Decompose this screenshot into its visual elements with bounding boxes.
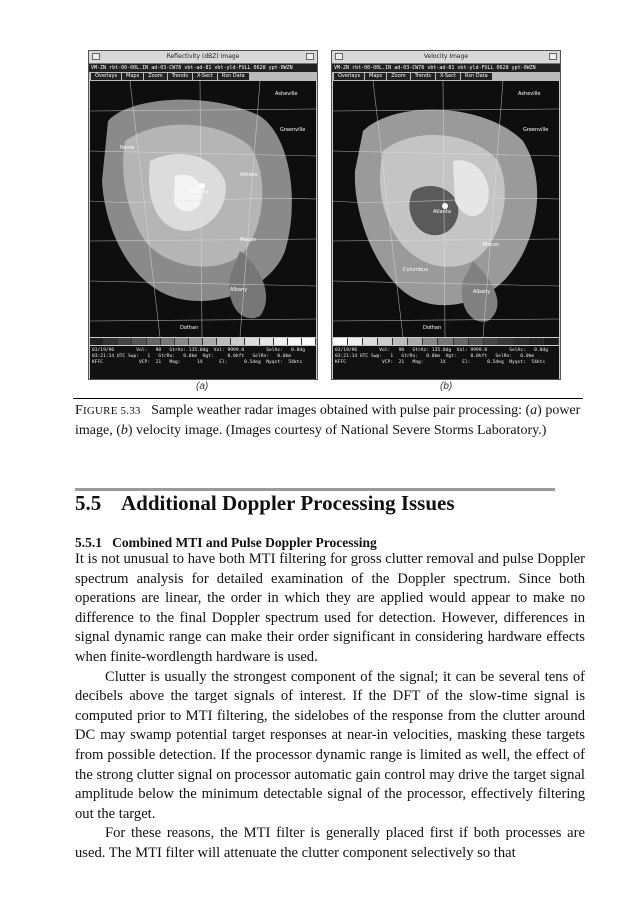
velocity-radar-image: [333, 81, 559, 337]
menu-trends: Trends: [411, 73, 435, 80]
map-label-albany: Albany: [230, 287, 248, 293]
map-label-atlanta: Atlanta: [190, 189, 208, 195]
menu-xsect: X-Sect: [436, 73, 460, 80]
section-number: 5.5: [75, 491, 102, 515]
map-label-athens: Athens: [240, 172, 258, 178]
caption-a: a: [530, 403, 538, 418]
paragraph-1: It is not unusual to have both MTI filtering for gross clutter removal and pulse Doppler spectrum analysis for detailed examination of the Doppler spectrum. Since both operations are linear, the order in which they are applied would appear to make no difference to the final Doppler spectrum used for detection. However, differences in signal dynamic range can make their order significant in considering hardware effects when finite-wordlength hardware is used.: [75, 551, 585, 665]
section-title: Additional Doppler Processing Issues: [121, 491, 455, 515]
menu-rsn-data: Rsn Data: [461, 73, 492, 80]
section-heading: [75, 491, 455, 516]
window-menu-icon: [92, 53, 100, 60]
menu-zoom: Zoom: [144, 73, 166, 80]
velocity-window: [331, 50, 561, 380]
body-text: [75, 550, 585, 864]
caption-rule: [73, 398, 583, 399]
velocity-window-title: Velocity Image: [423, 53, 469, 60]
subsection-number: 5.5.1: [75, 535, 102, 550]
reflectivity-titlebar: [89, 51, 317, 64]
reflectivity-menubar: [89, 72, 317, 81]
reflectivity-status-line: VM-ZN rbt-00-00L.IN ad-03-CW78 vbt-ad-81 vbt-yld-FULL 0628 ypt-0WZN: [89, 64, 317, 72]
caption-text-2: ) power image, (: [75, 403, 581, 438]
map-label-greenville: Greenville: [523, 127, 549, 133]
figure-caption: [75, 401, 585, 440]
map-label-albany: Albany: [473, 289, 491, 295]
velocity-readout: 03/19/96 Vol: 90 GtrAz: 135.0dg Val: 9999.0 SelAz: 0.0dg 03:21:14 UTC Swp: 1 GtrRn: 0.0km Hgt: 0.0kft SelRn: 0.0km KFFC VCP: 21 Mag: 1X El: 0.5deg Nyqst: 54kts: [333, 346, 559, 379]
map-label-dothan: Dothan: [423, 325, 442, 331]
window-menu-icon: [335, 53, 343, 60]
reflectivity-readout: 03/19/96 Vol: 90 GtrAz: 135.0dg Val: 9999.0 SelAz: 0.0dg 03:21:14 UTC Swp: 1 GtrRn: 0.0km Hgt: 0.0kft SelRn: 0.0km KFFC VCP: 21 Mag: 1X El: 0.5deg Nyqst: 54kts: [90, 346, 316, 379]
velocity-menubar: [332, 72, 560, 81]
reflectivity-window-title: Reflectivity (dBZ) Image: [166, 53, 240, 60]
menu-xsect: X-Sect: [193, 73, 217, 80]
menu-maps: Maps: [122, 73, 143, 80]
window-maximize-icon: [549, 53, 557, 60]
menu-overlays: Overlays: [91, 73, 121, 80]
menu-overlays: Overlays: [334, 73, 364, 80]
caption-text-3: ) velocity image. (Images courtesy of National Severe Storms Laboratory.): [127, 423, 547, 438]
map-label-asheville: Asheville: [518, 91, 541, 97]
reflectivity-window: [88, 50, 318, 380]
figure-5-33: [88, 50, 552, 395]
paragraph-3: For these reasons, the MTI filter is generally placed first if both processes are used. The MTI filter will attenuate the clutter component selectively so that: [75, 825, 585, 861]
window-maximize-icon: [306, 53, 314, 60]
panel-label-b: (b): [440, 381, 453, 392]
velocity-titlebar: [332, 51, 560, 64]
velocity-status-line: VM-ZN rbt-00-00L.IN ad-03-CW78 vbt-ad-81 vbt-yld-FULL 0628 ypt-0WZN: [332, 64, 560, 72]
reflectivity-radar-image: [90, 81, 316, 337]
menu-trends: Trends: [168, 73, 192, 80]
subsection-title: Combined MTI and Pulse Doppler Processing: [112, 535, 377, 550]
velocity-color-scale: [333, 338, 559, 345]
map-label-columbus: Columbus: [403, 267, 428, 273]
map-label-macon: Macon: [483, 242, 500, 248]
map-label-atlanta: Atlanta: [433, 209, 451, 215]
caption-b: b: [120, 423, 128, 438]
map-label-dothan: Dothan: [180, 325, 199, 331]
panel-label-a: (a): [196, 381, 209, 392]
menu-rsn-data: Rsn Data: [218, 73, 249, 80]
map-label-rome: Rome: [120, 145, 135, 151]
subsection-heading: [75, 535, 377, 551]
map-label-greenville: Greenville: [280, 127, 306, 133]
menu-maps: Maps: [365, 73, 386, 80]
figure-label: FIGURE 5.33: [75, 403, 141, 418]
menu-zoom: Zoom: [387, 73, 409, 80]
map-label-macon: Macon: [240, 237, 257, 243]
reflectivity-color-scale: [90, 338, 316, 345]
paragraph-2: Clutter is usually the strongest component of the signal; it can be several tens of decibels above the target signals of interest. If the DFT of the slow-time signal is computed prior to MTI filtering, the sidelobes of the response from the clutter around DC may swamp potential target responses at near-in velocities, masking these targets from possible detection. If the processor dynamic range is limited as well, the effect of the strong clutter signal on processor automatic gain control may drive the target signal amplitude below the minimum detectable signal of the processor, effectively filtering out the target.: [75, 668, 585, 822]
map-label-asheville: Asheville: [275, 91, 298, 97]
caption-text-1: Sample weather radar images obtained with pulse pair processing: (: [151, 403, 531, 418]
